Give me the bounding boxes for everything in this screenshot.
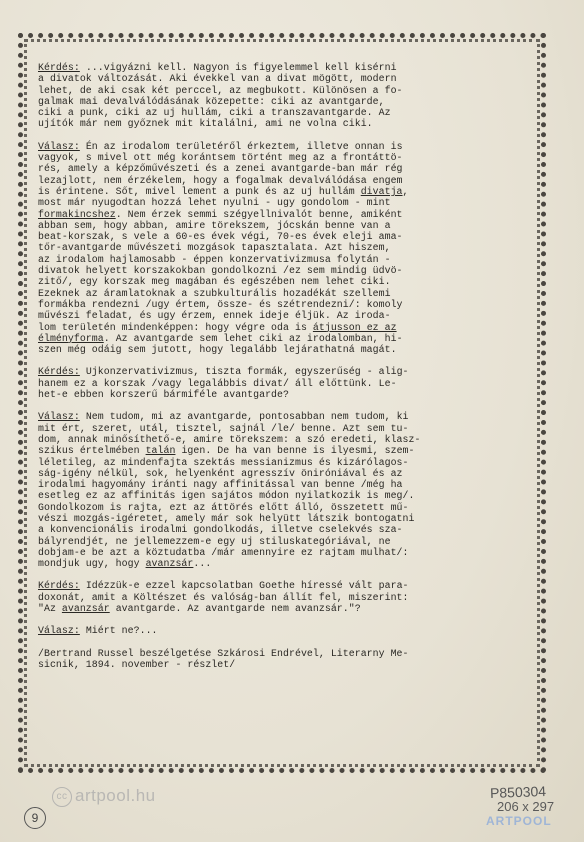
line-text: ciki a punk, ciki az uj hullám, ciki a transzavantgarde. Az — [38, 107, 391, 119]
text-line — [38, 468, 530, 479]
line-text: az irodalom hajlamosabb - éppen konzervativizmusa folytán - — [38, 253, 391, 265]
text-line — [38, 242, 530, 253]
text-line — [38, 141, 530, 152]
line-text: élményforma. Az avantgarde sem lehet ciki az irodalomban, hi- — [38, 332, 403, 344]
text-line — [38, 423, 530, 434]
paragraph — [38, 648, 530, 671]
text-line — [38, 344, 530, 355]
paragraph — [38, 625, 530, 636]
line-text: Ezeknek az áramlatoknak a szubkulturális hozadékát szellemi — [38, 287, 391, 299]
text-line — [38, 547, 530, 558]
watermark-text: artpool.hu — [75, 786, 156, 805]
line-text: hanem ez a korszak /vagy legalábbis divat/ áll előttünk. Le- — [38, 377, 397, 389]
speaker-label: Kérdés: — [38, 62, 80, 73]
text-line — [38, 524, 530, 535]
line-text: ujítók már nem győznek mit kitalálni, ami ne volna ciki. — [38, 118, 373, 130]
line-text: galmak mai devalválódásának közepette: ciki az avantgarde, — [38, 95, 385, 107]
line-text: /Bertrand Russel beszélgetése Szkárosi Endrével, Literarny Me- — [38, 647, 409, 659]
text-line — [38, 502, 530, 513]
text-line — [38, 163, 530, 174]
text-line — [38, 625, 530, 636]
line-text: bályrendjét, ne jellemezzem-e egy uj stiluskategóriával, ne — [38, 535, 391, 547]
text-line — [38, 265, 530, 276]
line-text: mit ért, szeret, utál, tisztel, sajnál /le/ benne. Azt sem tu- — [38, 422, 409, 434]
text-line — [38, 434, 530, 445]
line-text: lom területén mindenképpen: hogy végre oda is átjusson ez az — [38, 321, 397, 333]
cc-icon: cc — [52, 787, 72, 807]
text-line — [38, 457, 530, 468]
text-line — [38, 231, 530, 242]
text-line — [38, 254, 530, 265]
archive-stamp: ARTPOOL — [486, 814, 552, 828]
text-line — [38, 73, 530, 84]
paragraph — [38, 62, 530, 130]
speaker-label: Válasz: — [38, 140, 80, 152]
line-text: Miért ne?... — [79, 625, 158, 637]
text-line — [38, 445, 530, 456]
line-text: lehet, de aki csak két perccel, az megbukott. Különösen a fo- — [38, 84, 403, 96]
line-text: szikus értelmében talán igen. De ha van benne is ilyesmi, szem- — [38, 445, 415, 457]
line-text: művészi feladat, és ugy érzem, ennek ideje éljük. Az iroda- — [38, 310, 391, 322]
text-line — [38, 107, 530, 118]
page-number: 9 — [24, 807, 46, 829]
line-text: tőr-avantgarde művészeti mozgások tapasztalata. Azt hiszem, — [38, 242, 391, 254]
text-line — [38, 152, 530, 163]
text-line — [38, 592, 530, 603]
text-line — [38, 175, 530, 186]
line-text: Nem tudom, mi az avantgarde, pontosabban nem tudom, ki — [79, 411, 409, 423]
text-line — [38, 389, 530, 400]
line-text: Én az irodalom területéről érkeztem, illetve onnan is — [79, 140, 403, 152]
line-text: formakincshez. Nem érzek semmi szégyellnivalót benne, amiként — [38, 208, 403, 220]
paragraph — [38, 580, 530, 614]
text-line — [38, 186, 530, 197]
text-line — [38, 62, 530, 73]
text-line — [38, 558, 530, 569]
text-line — [38, 648, 530, 659]
line-text: divatok helyett korszakokban gondolkozni /ez sem mindig üdvö- — [38, 265, 403, 277]
speaker-label: Válasz: — [38, 411, 80, 423]
text-line — [38, 378, 530, 389]
watermark — [52, 786, 156, 807]
line-text: Ujkonzervativizmus, tiszta formák, egyszerűség - alig- — [79, 366, 409, 378]
text-line — [38, 299, 530, 310]
text-line — [38, 197, 530, 208]
line-text: beat-korszak, s vele a 60-es évek végi, 70-es évek eleji ama- — [38, 231, 403, 243]
line-text: "Az avanzsár avantgarde. Az avantgarde nem avanzsár."? — [38, 603, 361, 615]
line-text: formákba rendezni /ugy értem, össze- és szétrendezni/: komoly — [38, 298, 403, 310]
text-line — [38, 288, 530, 299]
line-text: ság-igény nélkül, sok, helyenként agresszív öniróniával és az — [38, 467, 403, 479]
text-line — [38, 513, 530, 524]
line-text: abban sem, hogy abban, amire törekszem, jócskán benne van a — [38, 219, 391, 231]
line-text: Idézzük-e ezzel kapcsolatban Goethe híressé vált para- — [79, 580, 409, 592]
line-text: dom, annak minősíthető-e, amire törekszem: a szó eredeti, klasz- — [38, 433, 421, 445]
text-line — [38, 479, 530, 490]
text-line — [38, 580, 530, 591]
speaker-label: Válasz: — [38, 625, 80, 637]
text-line — [38, 209, 530, 220]
line-text: is érintene. Sőt, mivel lement a punk és az uj hullám divatja, — [38, 185, 409, 197]
text-line — [38, 322, 530, 333]
text-line — [38, 603, 530, 614]
line-text: zitő/, egy korszak meg magában és egészében nem lehet ciki. — [38, 276, 391, 288]
line-text: szen még odáig sem jutott, hogy legalább lejárathatná magát. — [38, 344, 397, 356]
text-line — [38, 220, 530, 231]
line-text: dobjam-e be azt a köztudatba /már amennyire ez rajtam mulhat/: — [38, 546, 409, 558]
text-line — [38, 366, 530, 377]
line-text: Gondolkozom is rajta, ezt az áttörés előtt álló, összetett mű- — [38, 501, 409, 513]
text-line — [38, 490, 530, 501]
document-body — [38, 62, 530, 681]
speaker-label: Kérdés: — [38, 366, 80, 378]
speaker-label: Kérdés: — [38, 580, 80, 592]
text-line — [38, 659, 530, 670]
text-line — [38, 536, 530, 547]
line-text: esetleg ez az affinitás igen sajátos módon nyilatkozik is meg/. — [38, 490, 415, 502]
line-text: lezajlott, nem érzékelem, hogy a fogalmak devalválódása engem — [38, 174, 403, 186]
line-text: ...vigyázni kell. Nagyon is figyelemmel kell kisérni — [79, 62, 397, 73]
line-text: a konvencionális irodalmi gondolkodás, illetve cselekvés sza- — [38, 524, 403, 536]
text-line — [38, 276, 530, 287]
archive-code: P850304 — [489, 783, 547, 801]
line-text: vagyok, s mivel ott még korántsem történt meg az a frontáttö- — [38, 152, 403, 164]
text-line — [38, 411, 530, 422]
line-text: sicnik, 1894. november - részlet/ — [38, 658, 236, 670]
paragraph — [38, 411, 530, 569]
line-text: a divatok változását. Aki évekkel van a divat mögött, modern — [38, 73, 397, 85]
line-text: most már nyugodtan hozzá lehet nyulni - ugy gondolom - mint — [38, 197, 391, 209]
line-text: vészi mozgás-igéretet, amely már sok helyütt látszik bontogatni — [38, 512, 415, 524]
line-text: léletileg, az mindenfajta szektás messianizmus és kizárólagos- — [38, 456, 409, 468]
text-line — [38, 310, 530, 321]
line-text: het-e ebben korszerű bármiféle avantgarde? — [38, 389, 289, 401]
line-text: mondjuk ugy, hogy avanzsár... — [38, 558, 212, 570]
line-text: irodalmi hagyomány iránti nagy affinitással van benne /még ha — [38, 479, 403, 491]
text-line — [38, 85, 530, 96]
text-line — [38, 118, 530, 129]
line-text: rés, amely a képzőművészeti és a zenei avantgarde-ban már rég — [38, 163, 403, 175]
archive-size: 206 x 297 — [497, 799, 555, 814]
text-line — [38, 96, 530, 107]
line-text: doxonát, amit a Költészet és valóság-ban állít fel, miszerint: — [38, 591, 409, 603]
paragraph — [38, 366, 530, 400]
paragraph — [38, 141, 530, 356]
text-line — [38, 333, 530, 344]
